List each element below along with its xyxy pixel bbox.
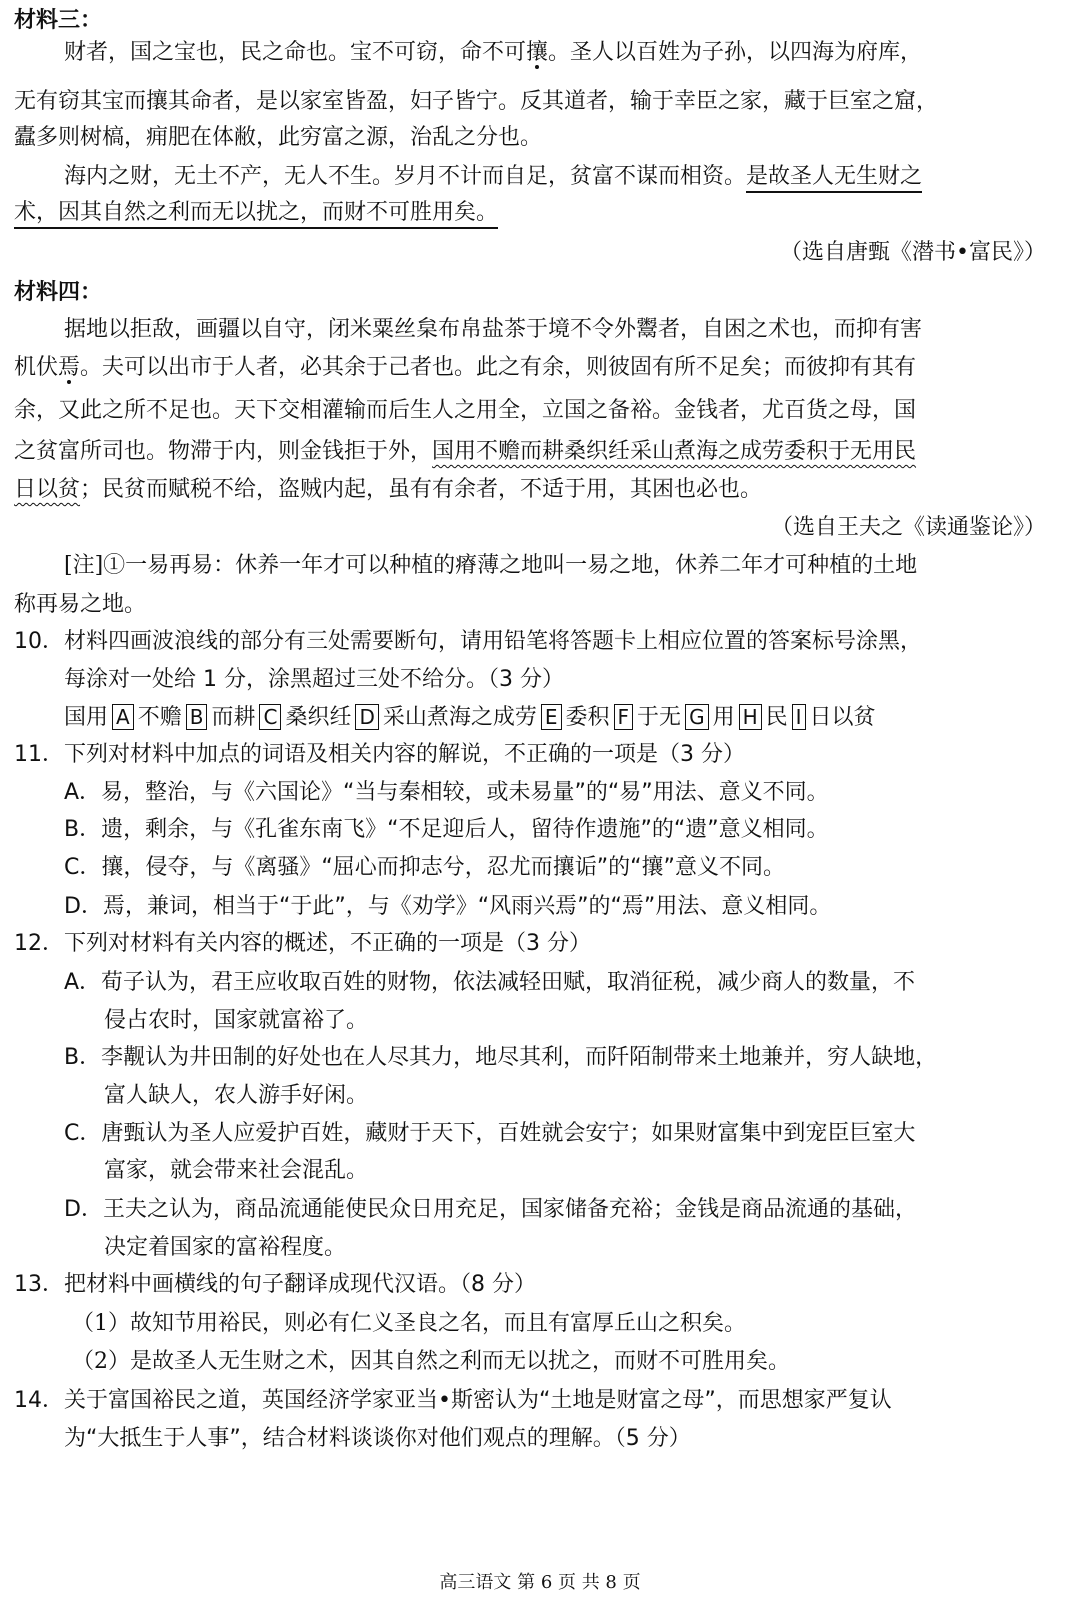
page-footer: 高三语文 第 6 页 共 8 页 <box>439 1572 641 1593</box>
material-3-para2-line2 <box>14 198 498 228</box>
material-4-source: （选自王夫之《读通鉴论》） <box>770 515 1046 540</box>
q11-option-a: A．易，整治，与《六国论》“当与秦相较，或未易量”的“易”用法、意义不同。 <box>64 780 829 805</box>
q14-stem-line1: 14．关于富国裕民之道，英国经济学家亚当•斯密认为“土地是财富之母”，而思想家严复认 <box>14 1388 892 1413</box>
q11-option-c: C．攘，侵夺，与《离骚》“屈心而抑志兮，忍尤而攘诟”的“攘”意义不同。 <box>64 855 785 880</box>
break-option-d[interactable]: D <box>355 704 378 730</box>
material-4-line1: 据地以拒敌，画疆以自守，闭米粟丝枲布帛盐茶于境不令外鬻者，自困之术也，而抑有害 <box>64 317 923 342</box>
material-4-line4: 之贫富所司也。物滞于内，则金钱拒于外，国用不赡而耕桑织纴采山煮海之成劳委积于无用民 <box>14 439 917 464</box>
material-3-source: （选自唐甄《潜书•富民》） <box>780 240 1046 265</box>
q12-option-d-line1: D．王夫之认为，商品流通能使民众日用充足，国家储备充裕；金钱是商品流通的基础， <box>64 1197 917 1222</box>
break-option-f[interactable]: F <box>614 704 634 730</box>
break-option-b[interactable]: B <box>186 704 208 730</box>
q12-option-b-line2: 富人缺人，农人游手好闲。 <box>104 1083 369 1108</box>
q10-stem-line1: 10．材料四画波浪线的部分有三处需要断句，请用铅笔将答题卡上相应位置的答案标号涂黑， <box>14 629 922 654</box>
q12-option-c-line2: 富家，就会带来社会混乱。 <box>104 1158 369 1183</box>
q12-stem: 12．下列对材料有关内容的概述，不正确的一项是（3 分） <box>14 931 591 956</box>
q13-sentence-2: （2）是故圣人无生财之术，因其自然之利而无以扰之，而财不可胜用矣。 <box>72 1349 790 1374</box>
q11-option-d: D．焉，兼词，相当于“于此”，与《劝学》“风雨兴焉”的“焉”用法、意义相同。 <box>64 894 832 919</box>
underlined-sentence-part1: 是故圣人无生财之 <box>746 164 922 193</box>
wavy-underlined-part2: 日以贫 <box>14 477 81 502</box>
note-line2: 称再易之地。 <box>14 592 147 617</box>
q11-stem: 11．下列对材料中加点的词语及相关内容的解说，不正确的一项是（3 分） <box>14 742 745 767</box>
q12-option-a-line2: 侵占农时，国家就富裕了。 <box>104 1008 369 1033</box>
material-3-label: 材料三： <box>14 8 103 33</box>
material-3-para1-line1: 财者，国之宝也，民之命也。宝不可窃，命不可攘。圣人以百姓为子孙，以四海为府库， <box>64 40 923 65</box>
material-3-para1-line3: 蠹多则树槁，痈肥在体敝，此穷富之源，治乱之分也。 <box>14 125 543 150</box>
q12-option-b-line1: B．李觏认为井田制的好处也在人尽其力，地尽其利，而阡陌制带来土地兼并，穷人缺地， <box>64 1045 938 1070</box>
q10-breaks: 国用 A 不赡 B 而耕 C 桑织纴 D 采山煮海之成劳 E 委积 F 于无 G 用 H 民 I 日以贫 <box>64 705 876 730</box>
q12-option-a-line1: A．荀子认为，君王应收取百姓的财物，依法减轻田赋，取消征税，减少商人的数量，不 <box>64 970 916 995</box>
break-option-a[interactable]: A <box>112 704 134 730</box>
q12-option-c-line1: C．唐甄认为圣人应爱护百姓，藏财于天下，百姓就会安宁；如果财富集中到宠臣巨室大 <box>64 1121 916 1146</box>
break-option-g[interactable]: G <box>685 704 709 730</box>
q13-stem: 13．把材料中画横线的句子翻译成现代汉语。（8 分） <box>14 1272 536 1297</box>
material-3-para1-line2: 无有窃其宝而攘其命者，是以家室皆盈，妇子皆宁。反其道者，输于幸臣之家，藏于巨室之窟， <box>14 89 939 114</box>
material-4-line5: 日以贫；民贫而赋税不给，盗贼内起，虽有有余者，不适于用，其困也必也。 <box>14 477 763 502</box>
emphasis-dot-yan: 焉 <box>58 355 81 380</box>
material-4-label: 材料四： <box>14 280 103 305</box>
q14-stem-line2: 为“大抵生于人事”，结合材料谈谈你对他们观点的理解。（5 分） <box>64 1426 691 1451</box>
break-option-h[interactable]: H <box>739 704 762 730</box>
wavy-underlined-part1: 国用不赡而耕桑织纴采山煮海之成劳委积于无用民 <box>432 439 917 464</box>
q12-option-d-line2: 决定着国家的富裕程度。 <box>104 1235 347 1260</box>
q13-sentence-1: （1）故知节用裕民，则必有仁义圣良之名，而且有富厚丘山之积矣。 <box>72 1311 746 1336</box>
material-3-para2-line1: 海内之财，无土不产，无人不生。岁月不计而自足，贫富不谋而相资。是故圣人无生财之 <box>64 162 922 192</box>
break-option-c[interactable]: C <box>259 704 281 730</box>
material-4-line2: 机伏焉。夫可以出市于人者，必其余于己者也。此之有余，则彼固有所不足矣；而彼抑有其有 <box>14 355 917 380</box>
underlined-sentence-part2: 术，因其自然之利而无以扰之，而财不可胜用矣。 <box>14 200 498 229</box>
q10-stem-line2: 每涂对一处给 1 分，涂黑超过三处不给分。（3 分） <box>64 667 564 692</box>
emphasis-dot-rang: 攘 <box>526 40 549 65</box>
note-line1: [注]①一易再易：休养一年才可以种植的瘠薄之地叫一易之地，休养二年才可种植的土地 <box>64 553 918 578</box>
break-option-e[interactable]: E <box>541 704 562 730</box>
break-option-i[interactable]: I <box>792 704 806 730</box>
q11-option-b: B．遗，剩余，与《孔雀东南飞》“不足迎后人，留待作遗施”的“遗”意义相同。 <box>64 817 829 842</box>
material-4-line3: 余，又此之所不足也。天下交相灌输而后生人之用全，立国之备裕。金钱者，尤百货之母，国 <box>14 398 917 423</box>
